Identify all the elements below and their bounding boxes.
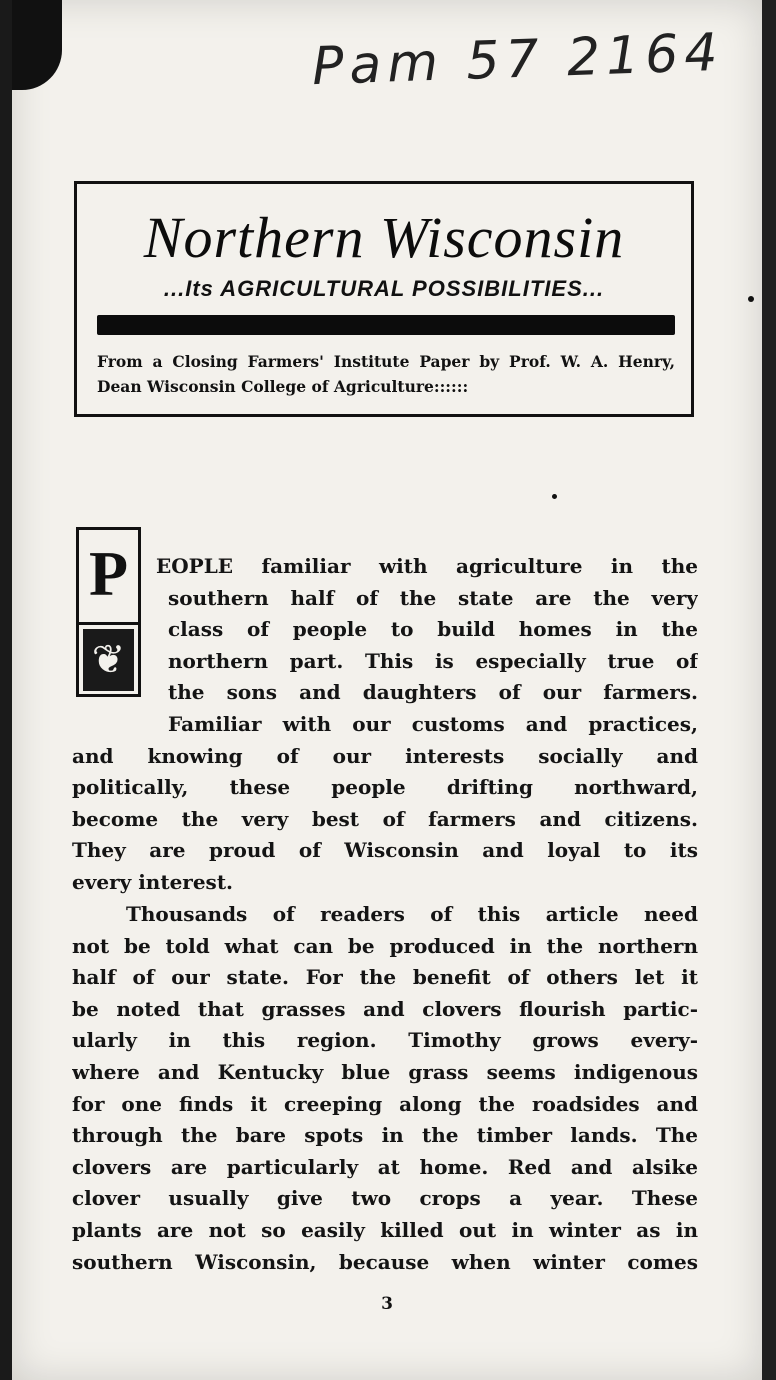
text-line: become the very best of farmers and citizens. <box>72 806 698 831</box>
text-line: for one finds it creeping along the roadsides and <box>72 1091 698 1116</box>
page-number: 3 <box>381 1294 393 1314</box>
document-page <box>12 0 762 1380</box>
text-line: southern Wisconsin, because when winter comes <box>72 1249 698 1274</box>
text-line: half of our state. For the benefit of others let it <box>72 965 698 990</box>
text-line: northern part. This is especially true of <box>168 648 698 673</box>
text-line: clovers are particularly at home. Red and alsike <box>72 1154 698 1179</box>
paragraph-2 <box>72 899 698 1278</box>
document-title: Northern Wisconsin <box>143 205 625 270</box>
text-line: be noted that grasses and clovers flourish partic- <box>72 996 698 1021</box>
text-line: every interest. <box>72 869 234 894</box>
floral-ornament-icon: ❦ <box>83 629 134 691</box>
text-line: They are proud of Wisconsin and loyal to its <box>72 838 698 863</box>
text-line: plants are not so easily killed out in winter as in <box>72 1217 698 1242</box>
document-subtitle: ...Its AGRICULTURAL POSSIBILITIES... <box>163 276 605 301</box>
text-line: not be told what can be produced in the northern <box>72 933 698 958</box>
text-line: ularly in this region. Timothy grows every- <box>72 1028 698 1053</box>
text-line: where and Kentucky blue grass seems indigenous <box>72 1059 698 1084</box>
scan-speck <box>552 494 557 499</box>
handwritten-call-number: Pam 57 2164 <box>311 22 725 98</box>
text-line: Familiar with our customs and practices, <box>168 711 698 736</box>
text-line: clover usually give two crops a year. These <box>72 1186 698 1211</box>
text-line: class of people to build homes in the <box>168 617 698 642</box>
text-line: politically, these people drifting northward, <box>72 775 698 800</box>
text-line: southern half of the state are the very <box>168 585 698 610</box>
scan-blot <box>12 0 62 90</box>
scan-speck <box>748 296 754 302</box>
paragraph-1 <box>72 551 698 899</box>
drop-cap-letter: P <box>88 538 129 609</box>
text-line: through the bare spots in the timber lands. The <box>72 1123 698 1148</box>
scan-right-edge <box>762 0 776 1380</box>
text-line: the sons and daughters of our farmers. <box>168 680 698 705</box>
title-rule <box>97 315 675 335</box>
text-line: Thousands of readers of this article need <box>126 902 698 926</box>
text-line: EOPLE familiar with agriculture in the <box>156 554 698 578</box>
author-credit: From a Closing Farmers' Institute Paper by Prof. W. A. Henry, Dean Wisconsin College of Agriculture:::::: <box>97 352 675 396</box>
text-line: and knowing of our interests socially and <box>72 743 698 768</box>
title-box <box>74 181 694 417</box>
